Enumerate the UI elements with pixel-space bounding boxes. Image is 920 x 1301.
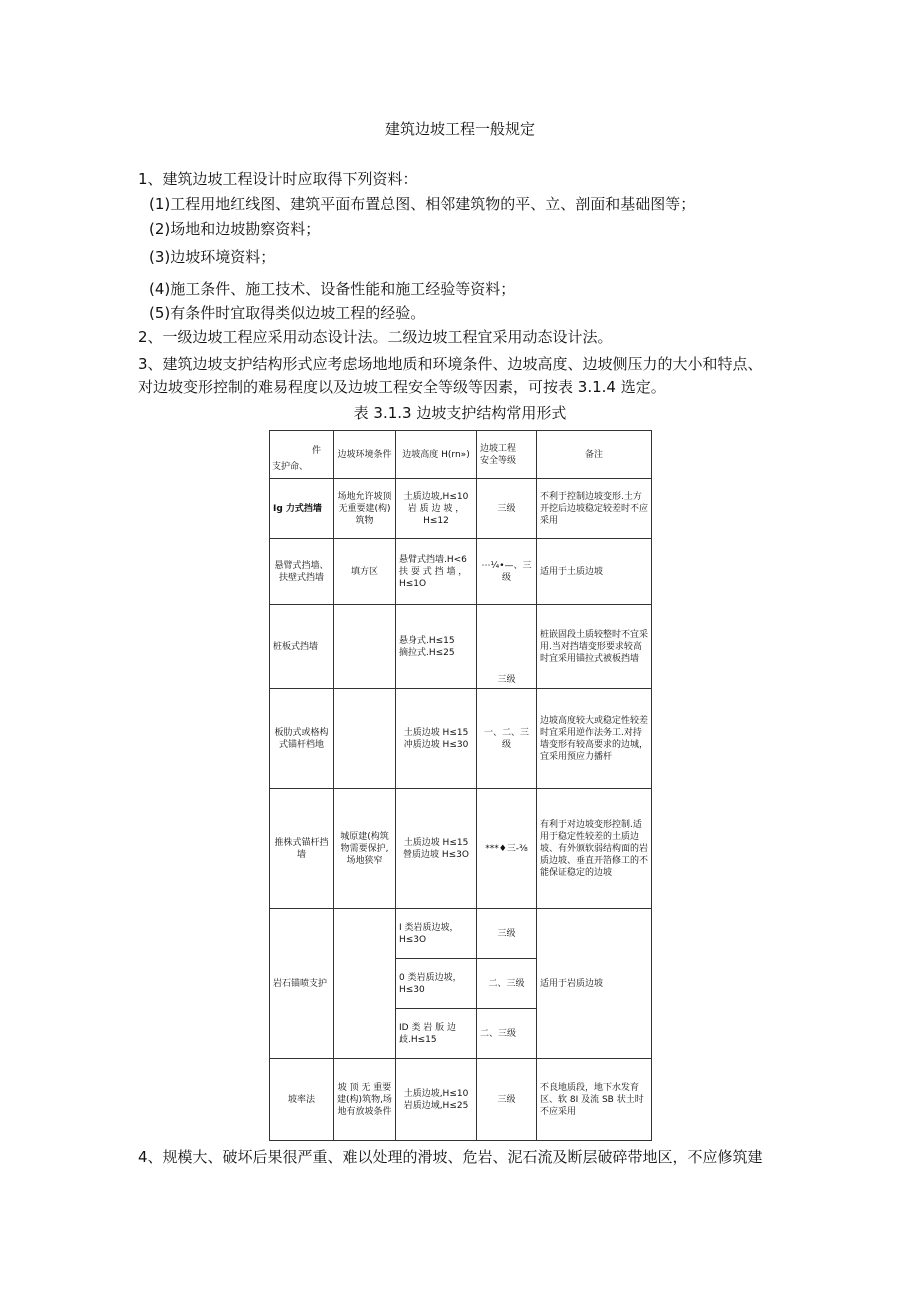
row-type: 悬臂式挡墙、扶壁式挡墙: [270, 539, 334, 605]
header-grade: 边坡工程 安全等级: [477, 431, 537, 479]
row-env: 填方区: [334, 539, 396, 605]
paragraph-4: 4、规模大、破坏后果很严重、难以处理的滑坡、危岩、泥石流及断层破碎带地区，不应修筑建: [138, 1148, 763, 1166]
row-type: 板肋式或格构式锚杆档地: [270, 689, 334, 789]
row-env: 场地允许坡顶无重要建(构)筑物: [334, 479, 396, 539]
row-note: 边坡高度较大或稳定性较差时宜采用逆作法务工.对持墙变形有较高要求的边城，宜采用预应力播杆: [537, 689, 652, 789]
row-grade: 二、三级: [477, 1009, 537, 1059]
row-height: 土质边坡,H≤10 岩质边域,H≤25: [396, 1059, 477, 1141]
row-grade: ***♦三-⅜: [477, 789, 537, 909]
table-row: [270, 479, 652, 539]
paragraph-2: 2、一级边坡工程应采用动态设计法。二级边坡工程宜采用动态设计法。: [138, 328, 613, 346]
table-row: [270, 605, 652, 689]
support-structure-table: [269, 430, 652, 1141]
table-caption: 表 3.1.3 边坡支护结构常用形式: [353, 404, 567, 422]
paragraph-3a: 3、建筑边坡支护结构形式应考虑场地地质和环境条件、边坡高度、边坡侧压力的大小和特点、: [138, 355, 763, 373]
row-height: ID 类 岩 版 边 歧.H≤15: [396, 1009, 477, 1059]
row-height: 悬臂式挡墙.H<6 扶 耍 式 挡 墙 ，H≤1O: [396, 539, 477, 605]
header-note: 备注: [537, 431, 652, 479]
row-grade: 三级: [477, 1059, 537, 1141]
paragraph-1: 1、建筑边坡工程设计时应取得下列资料：: [138, 170, 418, 188]
row-note: 桩嵌固段土质较整时不宜采用.当对挡墙变形要求较高时宜采用锚拉式被板挡墙: [537, 605, 652, 689]
header-corner-cell: [270, 431, 334, 479]
row-grade: 三级: [477, 479, 537, 539]
paragraph-3b: 对边坡变形控制的难易程度以及边坡工程安全等级等因素，可按表 3.1.4 选定。: [138, 378, 666, 396]
row-note: 不良地质段，地下水发育区、软 8I 及流 SB 状土时不应采用: [537, 1059, 652, 1141]
row-grade: 三级: [477, 605, 537, 689]
row-type: 岩石锚喷支护: [270, 909, 334, 1059]
row-height: 土质边坡 H≤15 營质边坡 H≤3O: [396, 789, 477, 909]
page-title: 建筑边坡工程一般规定: [384, 120, 535, 138]
table-row: [270, 1059, 652, 1141]
header-corner-top: 件: [312, 446, 322, 456]
row-env: [334, 909, 396, 1059]
row-height: 悬身式.H≤15 摘拉式.H≤25: [396, 605, 477, 689]
header-height: 边坡高度 H(rn»): [396, 431, 477, 479]
row-note: 适用于土质边坡: [537, 539, 652, 605]
table-row: [270, 789, 652, 909]
row-note: 适用于岩质边坡: [537, 909, 652, 1059]
row-height: 土质边坡,H≤10 岩 质 边 坡 ，H≤12: [396, 479, 477, 539]
item-1-1: (1)工程用地红线图、建筑平面布置总图、相邻建筑物的平、立、剖面和基础图等；: [149, 195, 696, 213]
row-grade: 三级: [477, 909, 537, 959]
row-type: Ig 力式挡墙: [270, 479, 334, 539]
table-row: [270, 539, 652, 605]
row-env: 坡 顶 无 重要建(构)筑物,场地有放坡条件: [334, 1059, 396, 1141]
item-1-2: (2)场地和边坡勘察资料；: [149, 220, 321, 238]
item-1-4: (4)施工条件、施工技术、设备性能和施工经验等资料；: [149, 280, 516, 298]
table-row: [270, 689, 652, 789]
row-height: I 类岩质边坡，H≤3O: [396, 909, 477, 959]
item-1-5: (5)有条件时宜取得类似边坡工程的经验。: [149, 304, 426, 322]
row-type: 桩板式挡墙: [270, 605, 334, 689]
row-env: [334, 689, 396, 789]
row-env: [334, 605, 396, 689]
row-note: 不利于控制边坡变形.土方开挖后边坡稳定较差时不应采用: [537, 479, 652, 539]
row-note: 有利于对边坡变形控制.适用于稳定性较差的土质边坡、有外颁软弱结构面的岩质边坡、垂直开箔修工的不能保证稳定的边坡: [537, 789, 652, 909]
row-env: 城原建(构筑物需要保护,场地狭窄: [334, 789, 396, 909]
header-corner-bottom: 支护命、: [272, 462, 309, 472]
item-1-3: (3)边坡环境资料；: [149, 248, 276, 266]
row-grade: ⋯¼•—、三级: [477, 539, 537, 605]
row-type: 推株式锚杆挡墙: [270, 789, 334, 909]
table-row: [270, 909, 652, 959]
header-env: 边坡环境条件: [334, 431, 396, 479]
row-grade: 一、二、三级: [477, 689, 537, 789]
table-header-row: [270, 431, 652, 479]
row-type: 坡率法: [270, 1059, 334, 1141]
row-grade: 二、三级: [477, 959, 537, 1009]
row-height: 土质边坡 H≤15 冲质边坡 H≤30: [396, 689, 477, 789]
row-height: 0 类岩质边坡，H≤30: [396, 959, 477, 1009]
